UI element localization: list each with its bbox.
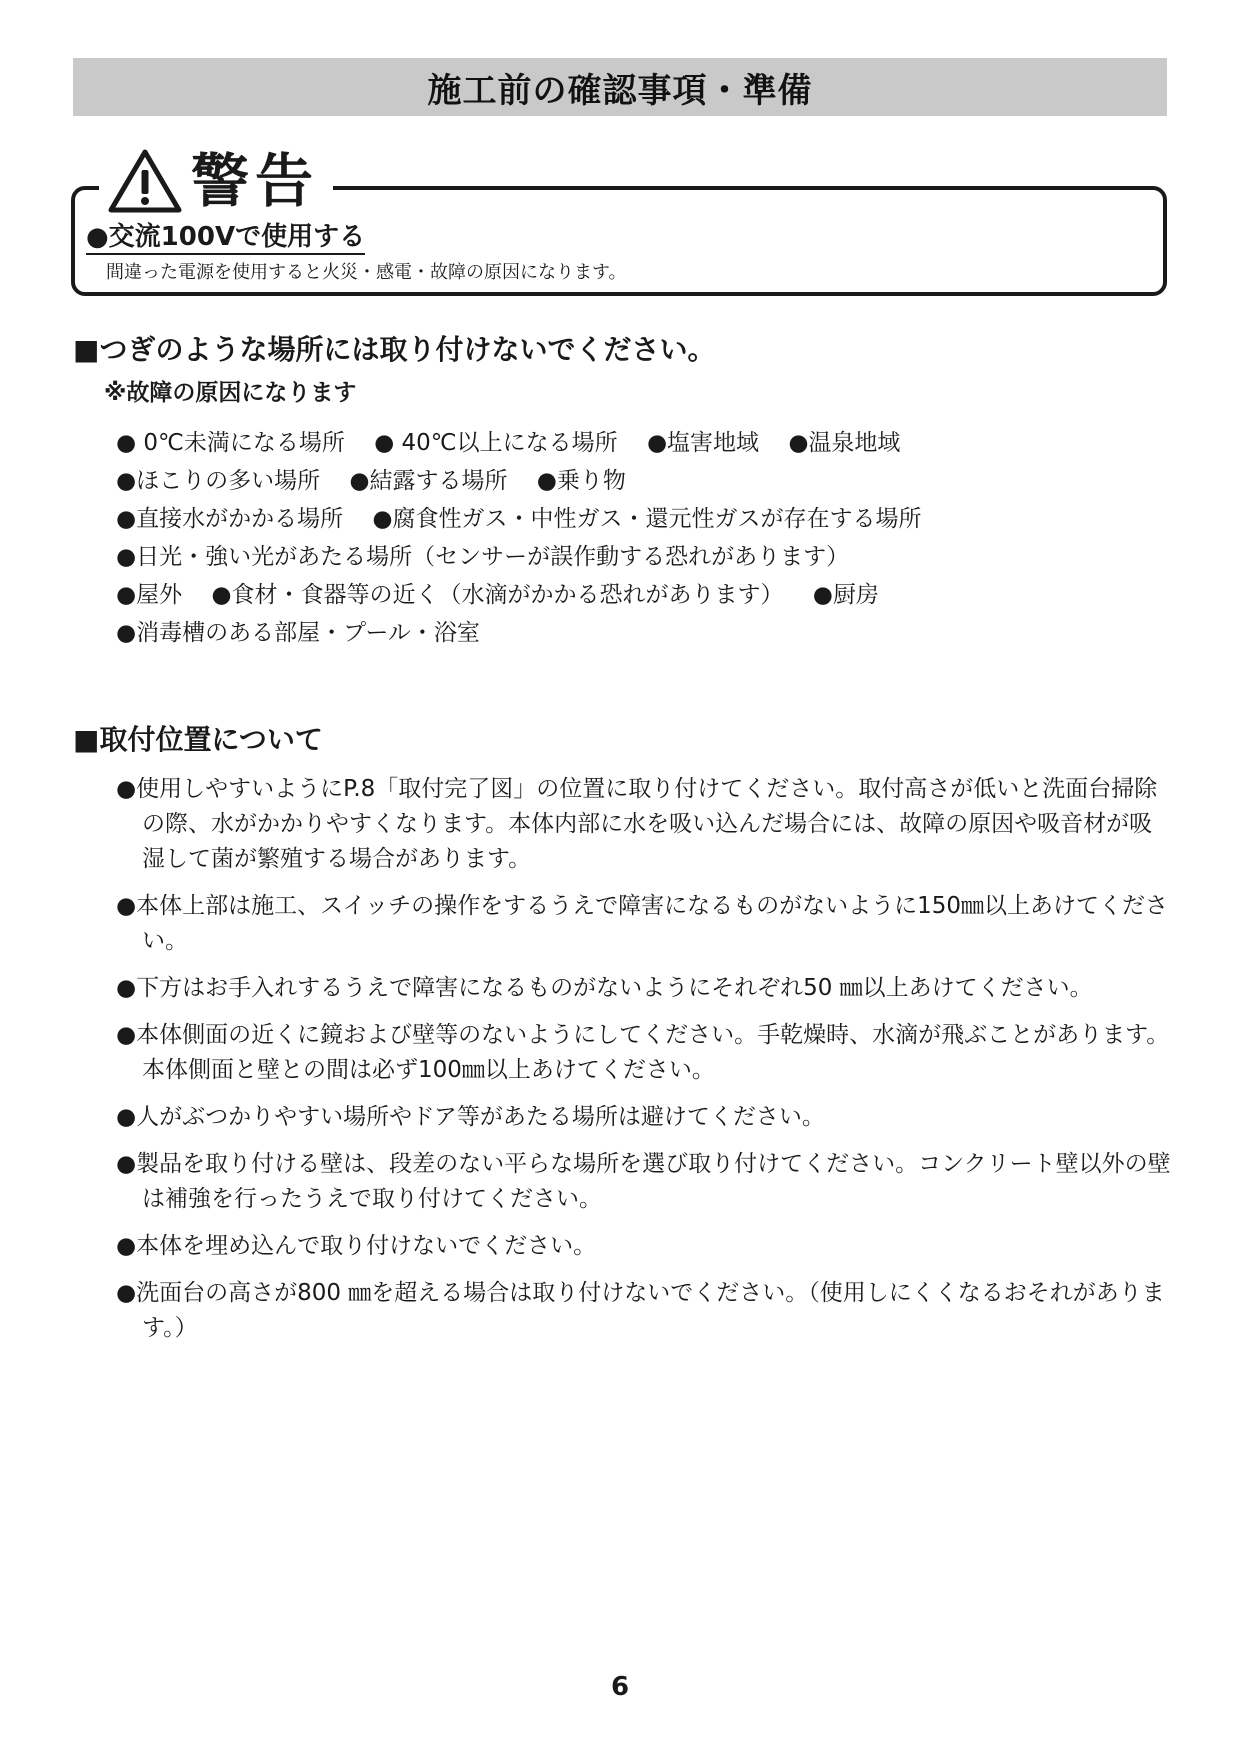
section-note: ※故障の原因になります	[104, 380, 357, 406]
list-line	[116, 500, 1116, 538]
list-item: ●日光・強い光があたる場所（センサーが誤作動する恐れがあります）	[116, 544, 850, 570]
list-item: ●食材・食器等の近く（水滴がかかる恐れがあります）	[211, 582, 784, 608]
warning-item-text: 間違った電源を使用すると火災・感電・故障の原因になります。	[106, 262, 627, 283]
warning-label	[99, 146, 333, 216]
warning-triangle-icon	[107, 148, 183, 214]
list-item: ●消毒槽のある部屋・プール・浴室	[116, 620, 480, 646]
section-heading-mounting-position: ■取付位置について	[73, 723, 323, 756]
list-item: ●ほこりの多い場所	[116, 468, 321, 494]
list-item: ●人がぶつかりやすい場所やドア等があたる場所は避けてください。	[116, 1104, 825, 1130]
section-title-bar	[73, 58, 1167, 116]
list-line	[116, 538, 1116, 576]
list-line	[116, 424, 1116, 462]
list-item: ●腐食性ガス・中性ガス・還元性ガスが存在する場所	[372, 506, 922, 532]
prohibited-places-list	[116, 424, 1116, 652]
list-item: ●結露する場所	[349, 468, 508, 494]
list-item: ●塩害地域	[646, 430, 760, 456]
list-item: ●直接水がかかる場所	[116, 506, 344, 532]
list-item: ●温泉地域	[788, 430, 901, 456]
list-line	[116, 462, 1116, 500]
section-heading-prohibited-places: ■つぎのような場所には取り付けないでください。	[73, 333, 716, 366]
list-item: ● 40℃以上になる場所	[374, 430, 618, 456]
list-item: ●洗面台の高さが800 ㎜を超える場合は取り付けないでください。（使用しにくくなるおそれがあります。）	[116, 1280, 1165, 1341]
list-item: ●厨房	[812, 582, 879, 608]
list-item: ●屋外	[116, 582, 183, 608]
list-line	[116, 576, 1116, 614]
mounting-position-list	[116, 772, 1172, 1358]
list-item: ●下方はお手入れするうえで障害になるものがないようにそれぞれ50 ㎜以上あけてください。	[116, 975, 1093, 1001]
list-item: ●使用しやすいようにP.8「取付完了図」の位置に取り付けてください。取付高さが低いと洗面台掃除の際、水がかかりやすくなります。本体内部に水を吸い込んだ場合には、故障の原因や吸音材が吸湿して菌が繁殖する場合があります。	[116, 776, 1158, 872]
list-item: ●本体を埋め込んで取り付けないでください。	[116, 1233, 597, 1259]
list-line	[116, 614, 1116, 652]
list-item: ● 0℃未満になる場所	[116, 430, 345, 456]
page-number: 6	[610, 1672, 630, 1702]
list-item: ●乗り物	[536, 468, 626, 494]
warning-item-title: ●交流100Vで使用する	[86, 216, 365, 253]
page-title: 施工前の確認事項・準備	[427, 70, 813, 111]
list-item: ●本体側面の近くに鏡および壁等のないようにしてください。手乾燥時、水滴が飛ぶことがあります。本体側面と壁との間は必ず100㎜以上あけてください。	[116, 1022, 1170, 1083]
list-item: ●製品を取り付ける壁は、段差のない平らな場所を選び取り付けてください。コンクリート壁以外の壁は補強を行ったうえで取り付けてください。	[116, 1151, 1171, 1212]
list-item: ●本体上部は施工、スイッチの操作をするうえで障害になるものがないように150㎜以上あけてください。	[116, 893, 1169, 954]
warning-word: 警告	[191, 147, 320, 215]
